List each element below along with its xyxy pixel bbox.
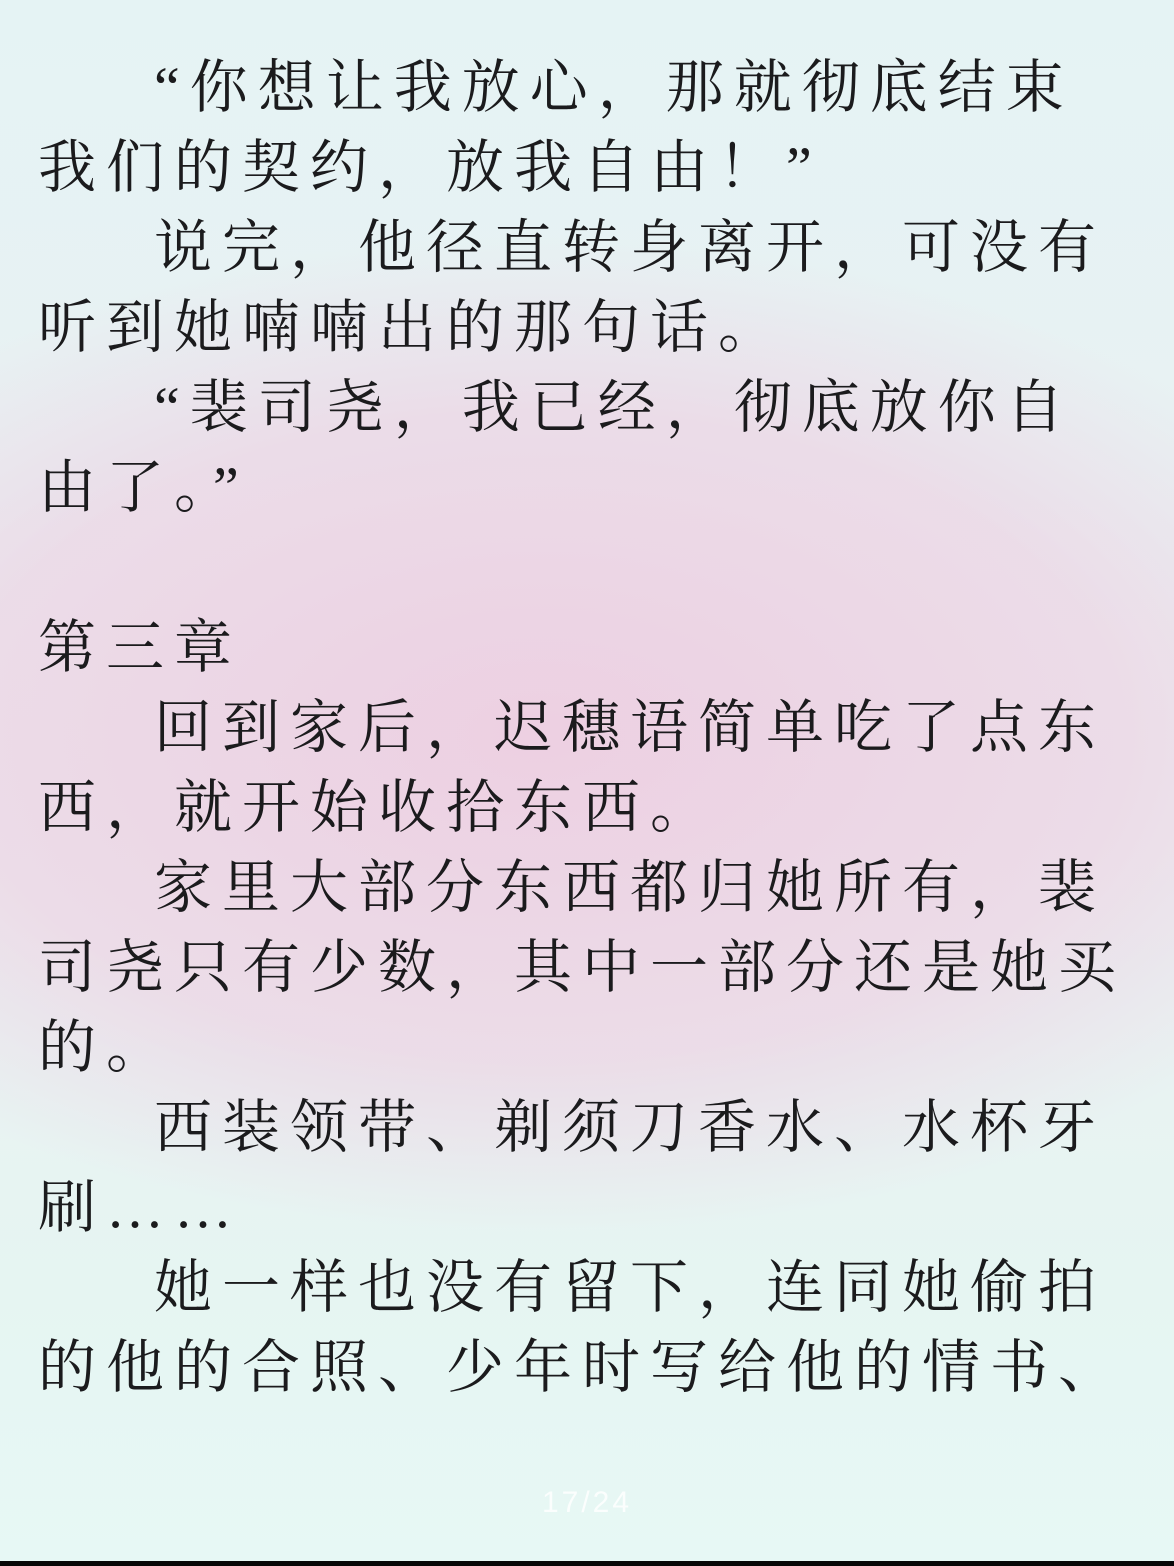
text-line: 西装领带、剃须刀香水、水杯牙 [154, 1095, 1107, 1160]
text-line: 司尧只有少数，其中一部分还是她买 [38, 935, 1127, 1000]
text-line: 家里大部分东西都归她所有，裴 [154, 855, 1107, 920]
novel-text [38, 48, 1136, 1408]
text-line: 西，就开始收拾东西。 [38, 775, 719, 840]
text-line: 回到家后，迟穗语简单吃了点东 [154, 695, 1107, 760]
text-line: 由了。” [38, 455, 249, 520]
text-line: 听到她喃喃出的那句话。 [38, 295, 787, 360]
text-line: “裴司尧，我已经，彻底放你自 [154, 375, 1074, 440]
text-line: 的。 [38, 1015, 175, 1080]
text-line: 的他的合照、少年时写给他的情书、 [38, 1335, 1127, 1400]
text-line: 她一样也没有留下，连同她偷拍 [154, 1255, 1107, 1320]
text-line: 第三章 [38, 615, 243, 680]
blank-line [38, 528, 1136, 608]
text-line: 说完，他径直转身离开，可没有 [154, 215, 1107, 280]
bottom-bar [0, 1561, 1174, 1566]
text-line: “你想让我放心，那就彻底结束 [154, 55, 1074, 120]
page-indicator: 17/24 [541, 1486, 633, 1519]
text-line: 刷…… [38, 1175, 243, 1240]
text-line: 我们的契约，放我自由！” [38, 135, 822, 200]
